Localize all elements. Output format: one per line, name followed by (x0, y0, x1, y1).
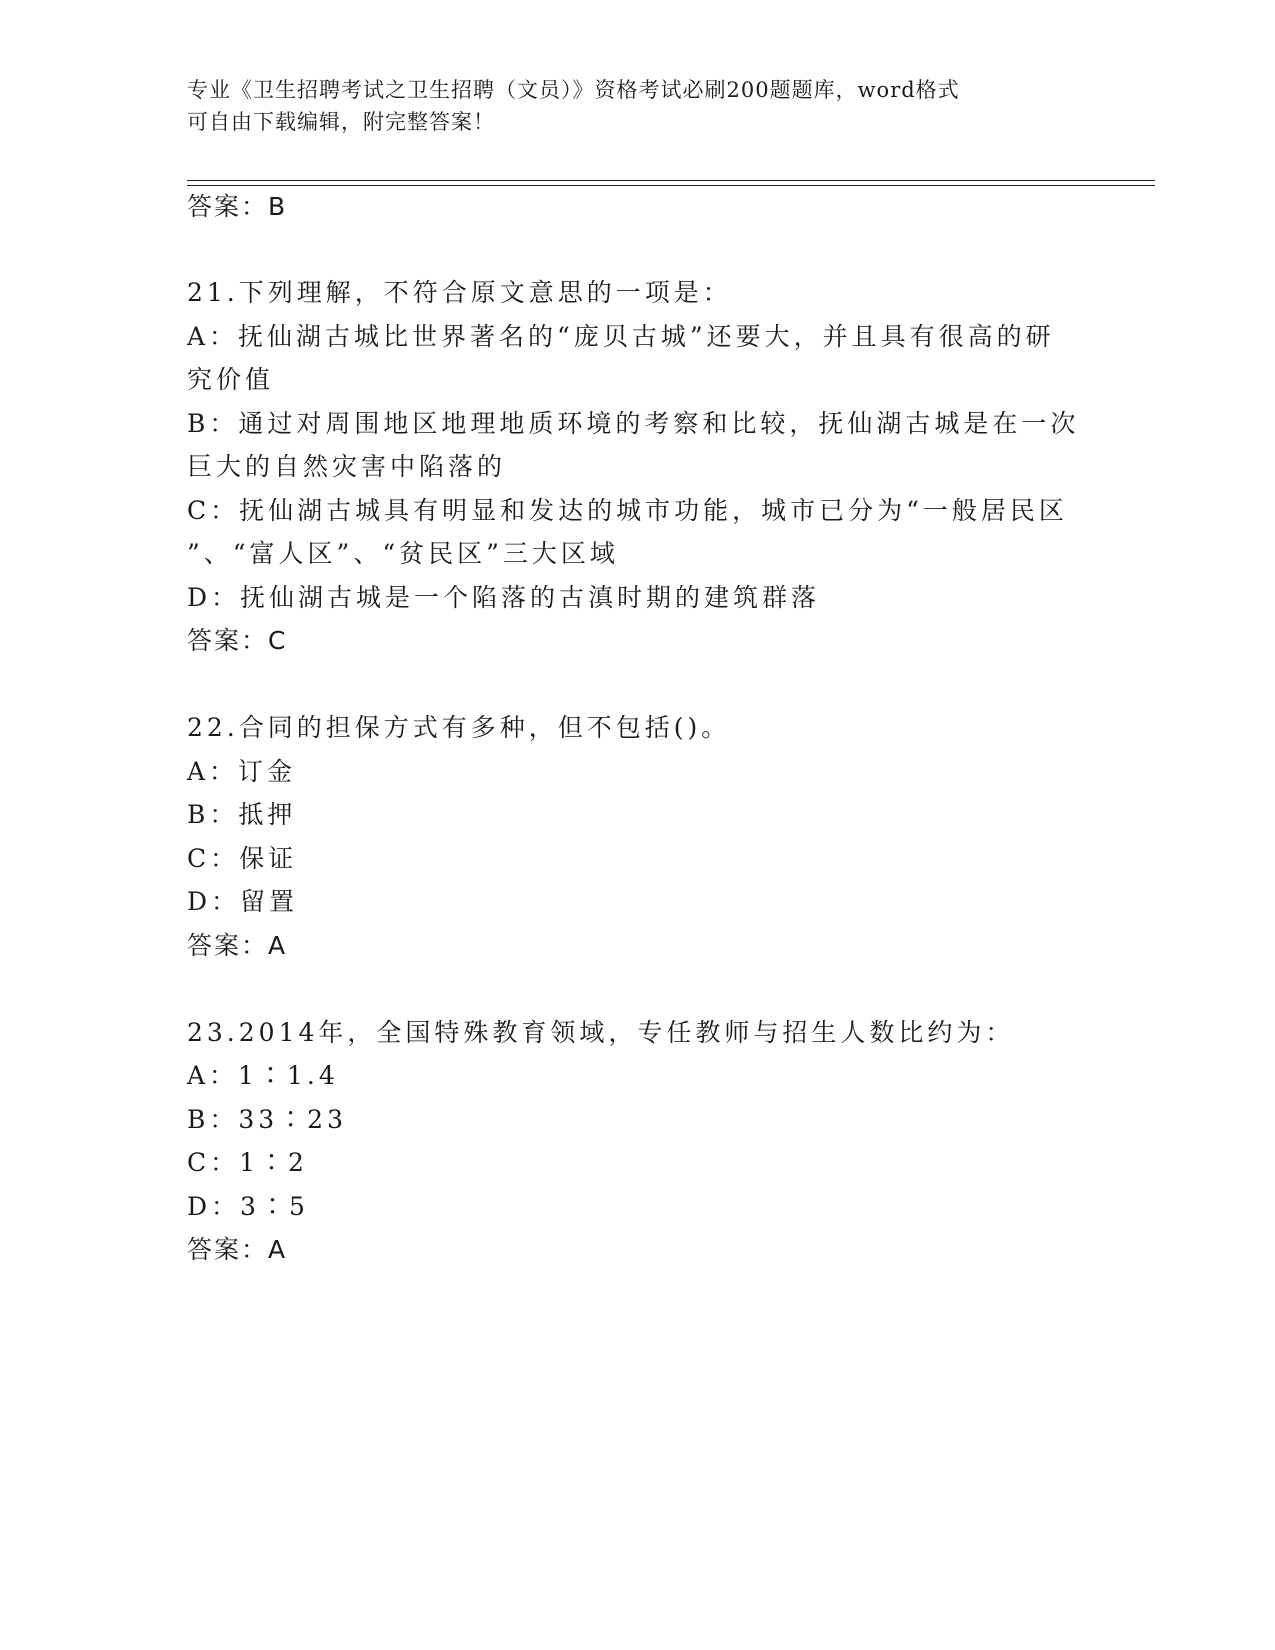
question-23-option-c: C：1∶2 (187, 1148, 308, 1177)
question-21-option-c: C：抚仙湖古城具有明显和发达的城市功能，城市已分为“一般居民区 (187, 496, 1068, 525)
question-22-answer: 答案：A (187, 931, 288, 960)
question-22-stem: 22.合同的担保方式有多种，但不包括()。 (187, 713, 731, 742)
question-21-option-b-cont: 巨大的自然灾害中陷落的 (187, 452, 507, 481)
header-line-2: 可自由下载编辑，附完整答案！ (187, 110, 495, 134)
question-23-option-d: D：3∶5 (187, 1192, 309, 1221)
question-21-option-c-cont: ”、“富人区”、“贫民区”三大区域 (187, 539, 619, 568)
question-23-option-a: A：1∶1.4 (187, 1061, 339, 1090)
document-header (187, 74, 1067, 138)
question-21-option-a: A：抚仙湖古城比世界著名的“庞贝古城”还要大，并且具有很高的研 (187, 322, 1055, 351)
question-22-option-d: D：留置 (187, 887, 299, 916)
question-22-option-c: C：保证 (187, 844, 298, 873)
question-21-answer: 答案：C (187, 626, 288, 655)
header-divider-top (187, 180, 1155, 181)
previous-answer: 答案：B (187, 192, 288, 221)
header-divider-bottom (187, 185, 1155, 186)
header-line-1: 专业《卫生招聘考试之卫生招聘（文员）》资格考试必刷200题题库，word格式 (187, 78, 960, 102)
question-22-option-b: B：抵押 (187, 800, 297, 829)
question-21-option-a-cont: 究价值 (187, 365, 275, 394)
question-21-stem: 21.下列理解，不符合原文意思的一项是： (187, 278, 732, 307)
question-21-option-d: D：抚仙湖古城是一个陷落的古滇时期的建筑群落 (187, 583, 821, 612)
question-23-answer: 答案：A (187, 1235, 288, 1264)
question-23-option-b: B：33∶23 (187, 1105, 347, 1134)
question-21-option-b: B：通过对周围地区地理地质环境的考察和比较，抚仙湖古城是在一次 (187, 409, 1080, 438)
question-23-stem: 23.2014年，全国特殊教育领域，专任教师与招生人数比约为： (187, 1018, 1015, 1047)
question-22-option-a: A：订金 (187, 757, 297, 786)
